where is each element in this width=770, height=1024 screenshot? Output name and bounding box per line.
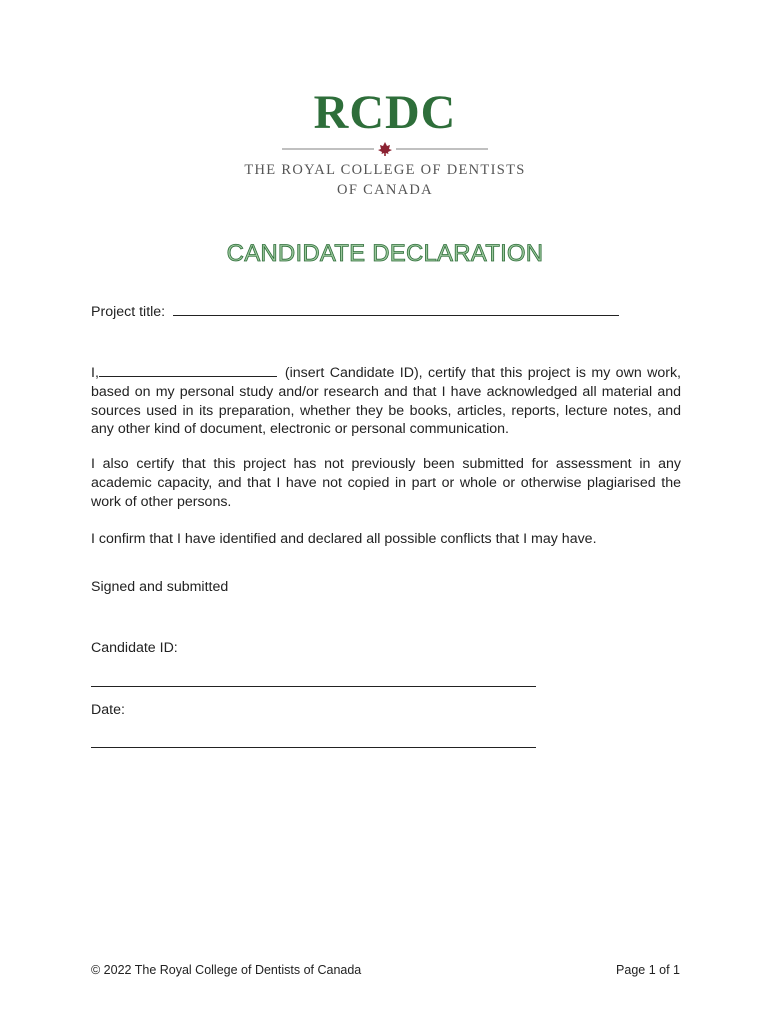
signed-label: Signed and submitted bbox=[91, 579, 229, 595]
footer-page-number: Page 1 of 1 bbox=[616, 963, 680, 977]
date-label: Date: bbox=[91, 702, 125, 718]
candidate-id-inline-blank[interactable] bbox=[99, 362, 277, 377]
declaration-text-1: (insert Candidate ID), certify that this project is my own work, based on my personal study and/or research and that I have acknowledged all material and sources used in its preparation, whether they be books, articles, reports, lecture notes, and any other kind of document, electronic or personal communication. bbox=[91, 365, 681, 438]
date-line[interactable] bbox=[91, 747, 536, 748]
document-title: CANDIDATE DECLARATION bbox=[226, 240, 544, 267]
footer-copyright: © 2022 The Royal College of Dentists of Canada bbox=[91, 963, 362, 977]
declaration-paragraph-3: I confirm that I have identified and declared all possible conflicts that I may have. bbox=[91, 531, 597, 547]
declaration-paragraph-2: I also certify that this project has not previously been submitted for assessment in any academic capacity, and that I have not copied in part or whole or otherwise plagiarised the work of other persons. bbox=[91, 456, 681, 510]
candidate-id-label: Candidate ID: bbox=[91, 640, 178, 656]
logo-mark: RCDC bbox=[313, 86, 457, 139]
maple-leaf-icon bbox=[378, 142, 392, 156]
candidate-id-line[interactable] bbox=[91, 686, 536, 687]
logo-name-line-1: THE ROYAL COLLEGE OF DENTISTS bbox=[244, 162, 526, 178]
declaration-prefix: I, bbox=[91, 365, 99, 381]
project-title-label: Project title: bbox=[91, 304, 166, 320]
rcdc-logo bbox=[0, 86, 770, 200]
project-title-blank[interactable] bbox=[173, 301, 619, 316]
maple-leaf-divider-icon bbox=[282, 142, 488, 156]
project-title-row bbox=[91, 301, 681, 322]
logo-name-line-2: OF CANADA bbox=[337, 182, 433, 198]
logo-divider bbox=[282, 142, 488, 156]
declaration-paragraph-1 bbox=[91, 362, 681, 439]
